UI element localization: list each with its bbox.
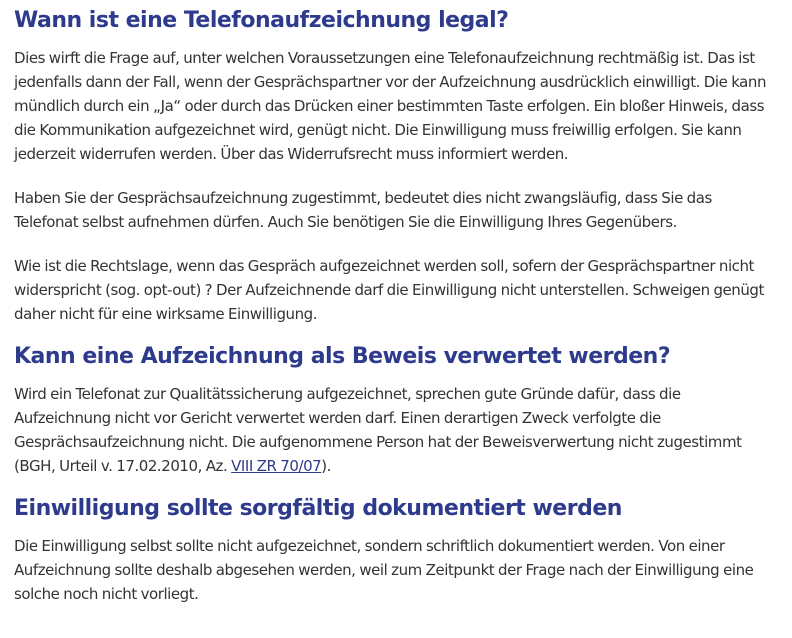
paragraph-einwilligung: Dies wirft die Frage auf, unter welchen Voraussetzungen eine Telefonaufzeichnung rechtmäßig ist. Das ist jedenfalls dann der Fall, wenn der Gesprächspartner vor der Aufzeichnung ausdrücklich einwilligt. Die kann mündlich durch ein „Ja“ oder durch das Drücken einer bestimmten Taste erfolgen. Ein bloßer Hinweis, dass die Kommunikation aufgezeichnet wird, genügt nicht. Die Einwilligung muss freiwillig erfolgen. Sie kann jederzeit widerrufen werden. Über das Widerrufsrecht muss informiert werden.: [14, 49, 767, 163]
paragraph-zustimmung: Haben Sie der Gesprächsaufzeichnung zugestimmt, bedeutet dies nicht zwangsläufig, dass Sie das Telefonat selbst aufnehmen dürfen. Auch Sie benötigen Sie die Einwilligung Ihres Gegenübers.: [14, 189, 712, 231]
paragraph-opt-out: Wie ist die Rechtslage, wenn das Gespräch aufgezeichnet werden soll, sofern der Gesprächspartner nicht widerspricht (sog. opt-out) ? Der Aufzeichnende darf die Einwilligung nicht unterstellen. Schweigen genügt daher nicht für eine wirksame Einwilligung.: [14, 257, 764, 323]
section-heading-beweis: Kann eine Aufzeichnung als Beweis verwertet werden?: [14, 344, 671, 369]
section-heading-legal: Wann ist eine Telefonaufzeichnung legal?: [14, 8, 509, 33]
section-heading-dokumentation: Einwilligung sollte sorgfältig dokumentiert werden: [14, 496, 622, 521]
court-ruling-link[interactable]: VIII ZR 70/07: [231, 457, 322, 475]
paragraph-beweis-closing: ).: [321, 457, 332, 475]
paragraph-beweis-text: Wird ein Telefonat zur Qualitätssicherung aufgezeichnet, sprechen gute Gründe dafür, dass die Aufzeichnung nicht vor Gericht verwertet werden darf. Einen derartigen Zweck verfolgte die Gesprächsaufzeichnung nicht. Die aufgenommene Person hat der Beweisverwertung nicht zugestimmt (BGH, Urteil v. 17.02.2010, Az.: [14, 385, 742, 475]
paragraph-beweisverwertung: [14, 382, 778, 478]
paragraph-dokumentation: Die Einwilligung selbst sollte nicht aufgezeichnet, sondern schriftlich dokumentiert werden. Von einer Aufzeichnung sollte deshalb abgesehen werden, weil zum Zeitpunkt der Frage nach der Einwilligung eine solche noch nicht vorliegt.: [14, 537, 754, 603]
